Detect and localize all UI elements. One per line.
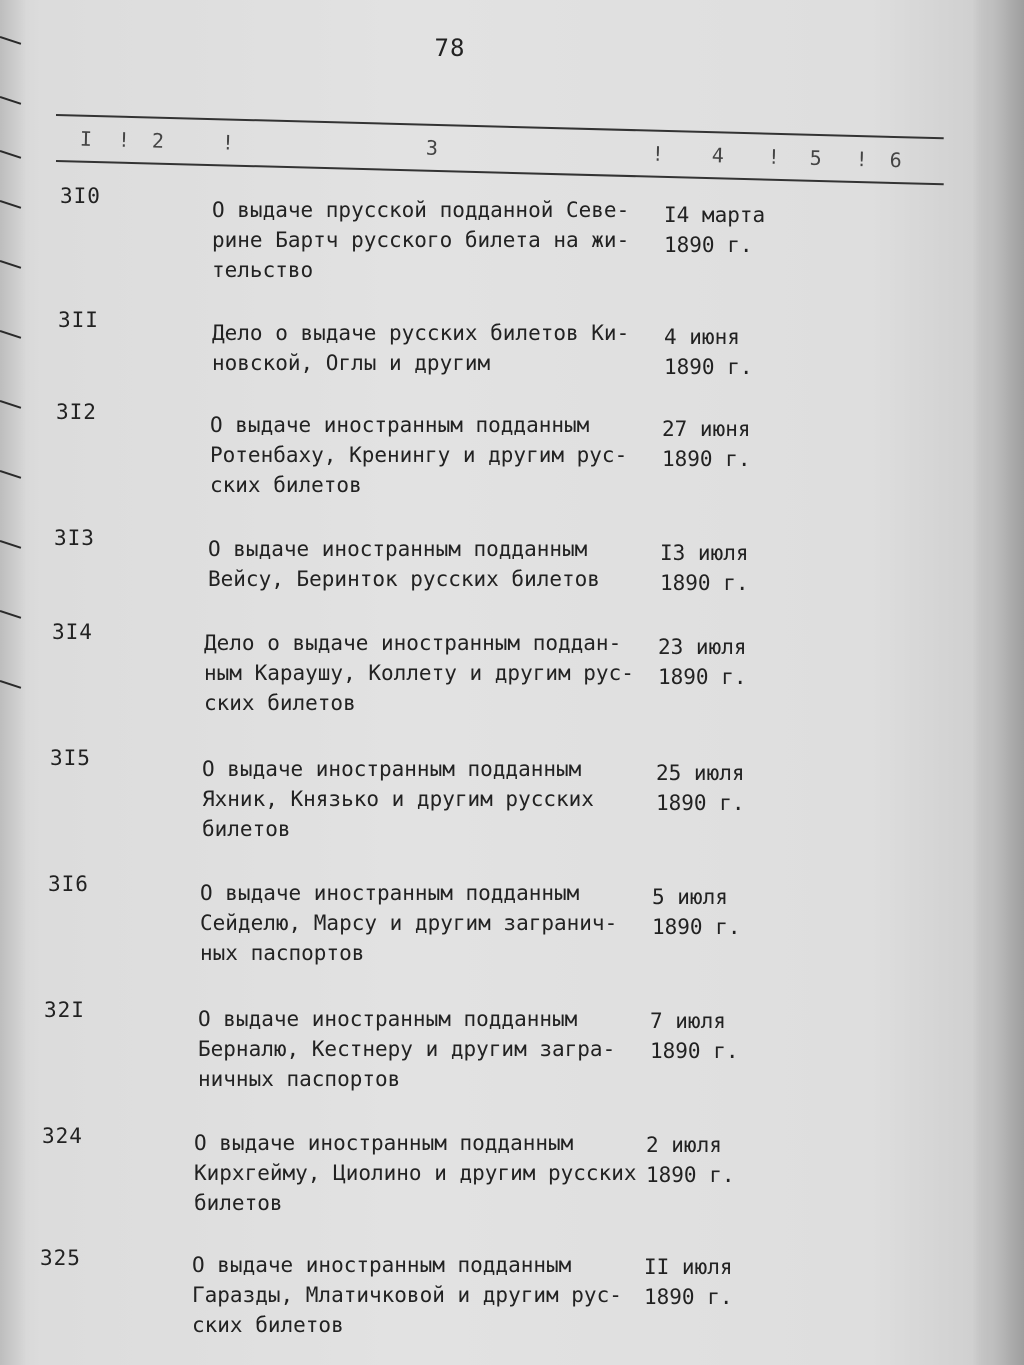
date-year: 1890 г. xyxy=(660,571,749,595)
entry-number: 3I5 xyxy=(50,746,91,770)
date-day-month: 23 июля xyxy=(658,635,747,659)
description-line: тельство xyxy=(212,258,314,282)
header-separator: ! xyxy=(855,146,869,172)
date-day-month: 5 июля xyxy=(652,885,728,909)
description-line: ничных паспортов xyxy=(198,1067,401,1091)
header-separator: ! xyxy=(221,130,235,155)
page-edge-shadow xyxy=(972,0,1024,1365)
entry-date xyxy=(662,414,802,474)
entry-description xyxy=(208,534,668,594)
date-year: 1890 г. xyxy=(662,447,751,471)
description-line: О выдаче иностранным подданным xyxy=(198,1007,578,1031)
header-col-3: 3 xyxy=(425,135,439,160)
entry-number: 3I6 xyxy=(48,872,89,896)
header-col-1: I xyxy=(79,126,93,151)
date-day-month: 4 июня xyxy=(664,325,740,349)
description-line: Гаразды, Млатичковой и другим рус- xyxy=(192,1283,622,1307)
entry-number: 32I xyxy=(44,998,85,1022)
header-col-4: 4 xyxy=(711,143,725,168)
header-col-5: 5 xyxy=(809,145,823,171)
description-line: ских билетов xyxy=(192,1313,344,1337)
description-line: Кирхгейму, Циолино и другим русских xyxy=(194,1161,637,1185)
entry-description xyxy=(194,1128,654,1218)
date-day-month: I4 марта xyxy=(664,203,766,227)
header-separator: ! xyxy=(651,141,665,166)
entry-number: 3II xyxy=(58,308,99,332)
entry-date xyxy=(664,322,804,382)
header-col-2: 2 xyxy=(151,128,165,153)
description-line: Берналю, Кестнеру и другим загра- xyxy=(198,1037,616,1061)
header-separator: ! xyxy=(767,144,781,169)
date-year: 1890 г. xyxy=(656,791,745,815)
date-day-month: I3 июля xyxy=(660,541,749,565)
description-line: рине Бартч русского билета на жи- xyxy=(212,228,630,252)
description-line: ных паспортов xyxy=(200,941,365,965)
date-day-month: 7 июля xyxy=(650,1009,726,1033)
entry-number: 3I3 xyxy=(54,526,95,550)
date-year: 1890 г. xyxy=(658,665,747,689)
date-day-month: II июля xyxy=(644,1255,733,1279)
page-binding-edge xyxy=(0,0,26,1365)
description-line: О выдаче иностранным подданным xyxy=(200,881,580,905)
date-year: 1890 г. xyxy=(652,915,741,939)
description-line: билетов xyxy=(194,1191,283,1215)
description-line: ских билетов xyxy=(210,473,362,497)
entry-date xyxy=(664,200,804,260)
entry-number: 3I0 xyxy=(60,184,101,208)
description-line: О выдаче иностранным подданным xyxy=(192,1253,572,1277)
description-line: О выдаче иностранным подданным xyxy=(208,537,588,561)
header-separator: ! xyxy=(117,127,131,152)
entry-date xyxy=(646,1130,786,1190)
description-line: билетов xyxy=(202,817,291,841)
description-line: Ротенбаху, Кренингу и другим рус- xyxy=(210,443,628,467)
description-line: Сейделю, Марсу и другим загранич- xyxy=(200,911,618,935)
date-year: 1890 г. xyxy=(646,1163,735,1187)
date-year: 1890 г. xyxy=(664,233,753,257)
entry-description xyxy=(200,878,660,968)
date-day-month: 27 июня xyxy=(662,417,751,441)
entry-description xyxy=(192,1250,652,1340)
entry-date xyxy=(660,538,800,598)
description-line: Дело о выдаче русских билетов Ки- xyxy=(212,321,630,345)
header-col-6: 6 xyxy=(889,147,903,173)
entry-description xyxy=(198,1004,658,1094)
description-line: Вейсу, Беринток русских билетов xyxy=(208,567,600,591)
description-line: О выдаче иностранным подданным xyxy=(194,1131,574,1155)
page-number: 78 xyxy=(434,34,466,62)
entry-date xyxy=(656,758,796,818)
entry-description xyxy=(202,754,662,844)
description-line: О выдаче иностранным подданным xyxy=(210,413,590,437)
description-line: Яхник, Князько и другим русских xyxy=(202,787,594,811)
description-line: Дело о выдаче иностранным поддан- xyxy=(204,631,622,655)
date-day-month: 2 июля xyxy=(646,1133,722,1157)
entry-date xyxy=(644,1252,784,1312)
entry-description xyxy=(212,318,672,378)
entry-number: 324 xyxy=(42,1124,83,1148)
description-line: О выдаче прусской подданной Севе- xyxy=(212,198,630,222)
entry-date xyxy=(658,632,798,692)
entry-description xyxy=(204,628,664,718)
date-day-month: 25 июля xyxy=(656,761,745,785)
entry-date xyxy=(652,882,792,942)
entry-number: 325 xyxy=(40,1246,81,1270)
description-line: новской, Оглы и другим xyxy=(212,351,491,375)
description-line: ских билетов xyxy=(204,691,356,715)
description-line: ным Караушу, Коллету и другим рус- xyxy=(204,661,634,685)
date-year: 1890 г. xyxy=(644,1285,733,1309)
date-year: 1890 г. xyxy=(650,1039,739,1063)
description-line: О выдаче иностранным подданным xyxy=(202,757,582,781)
entry-date xyxy=(650,1006,790,1066)
entry-description xyxy=(212,195,672,285)
date-year: 1890 г. xyxy=(664,355,753,379)
entry-description xyxy=(210,410,670,500)
entry-number: 3I2 xyxy=(56,400,97,424)
entry-number: 3I4 xyxy=(52,620,93,644)
